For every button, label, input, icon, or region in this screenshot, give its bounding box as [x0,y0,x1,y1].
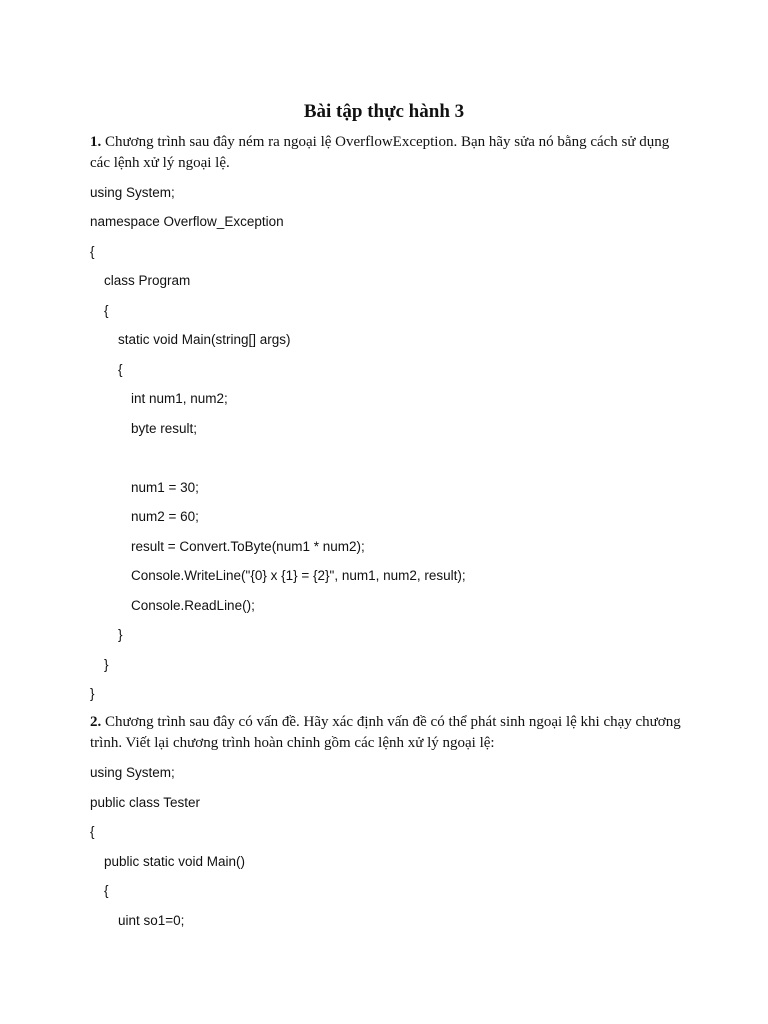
code-line: num1 = 30; [131,480,199,495]
exercise-1-prompt [90,132,690,174]
code-line: public class Tester [90,795,201,810]
code-line: } [90,686,95,701]
exercise-2-prompt [90,712,690,754]
code-line: int num1, num2; [131,391,228,406]
code-line: { [90,244,95,259]
code-line: static void Main(string[] args) [118,332,291,347]
code-line: Console.WriteLine("{0} x {1} = {2}", num1, num2, result); [131,568,466,583]
code-line: { [104,883,109,898]
exercise-1-text: Chương trình sau đây ném ra ngoại lệ OverflowException. Bạn hãy sửa nó bằng cách sử dụng các lệnh xử lý ngoại lệ. [90,134,670,171]
code-line: { [104,303,109,318]
code-line: using System; [90,185,175,200]
code-line: { [90,824,95,839]
code-line: class Program [104,273,191,288]
page-title: Bài tập thực hành 3 [303,101,465,122]
code-line: byte result; [131,421,198,436]
exercise-1-number: 1. [90,134,102,150]
code-line: } [118,627,123,642]
code-line: result = Convert.ToByte(num1 * num2); [131,539,365,554]
exercise-2-number: 2. [90,714,102,730]
code-line: { [118,362,123,377]
code-line: uint so1=0; [118,913,185,928]
code-line: public static void Main() [104,854,246,869]
code-line: } [104,657,109,672]
exercise-2-text: Chương trình sau đây có vấn đề. Hãy xác định vấn đề có thể phát sinh ngoại lệ khi chạy chương trình. Viết lại chương trình hoàn chỉnh gồm các lệnh xử lý ngoại lệ: [90,714,681,751]
code-line: using System; [90,765,175,780]
code-line: num2 = 60; [131,509,199,524]
code-line: Console.ReadLine(); [131,598,255,613]
code-line: namespace Overflow_Exception [90,214,284,229]
